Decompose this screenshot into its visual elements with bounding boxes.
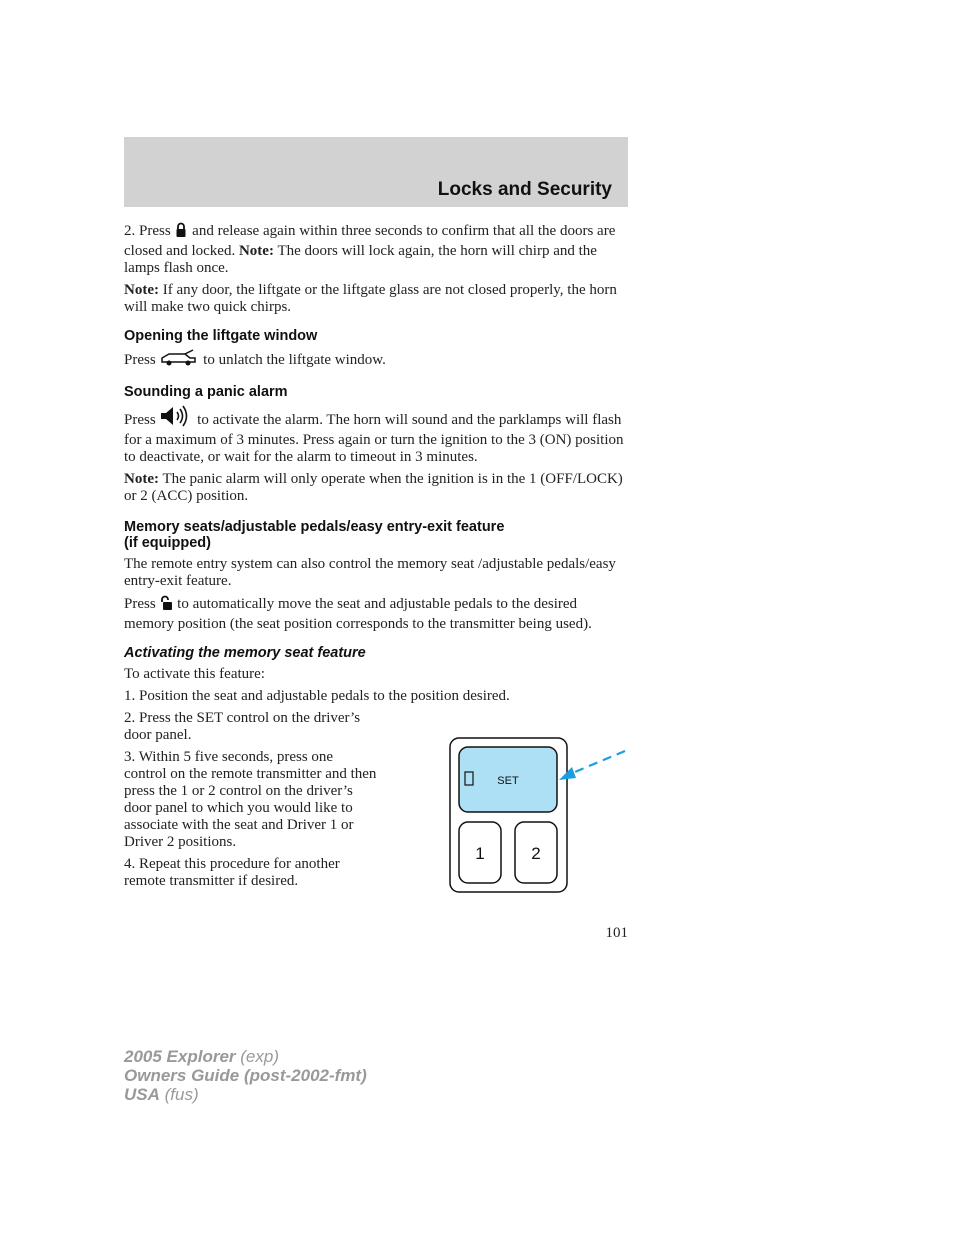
paragraph-panic: Press to activate the alarm. The horn will sound and the parklamps will flash for a maximum of 3 minutes. Press again or turn the ignition to the 3 (ON) position to deactivate, or wait for the alarm to timeout in 3 minutes.: [124, 405, 628, 466]
unlock-icon: [159, 595, 173, 616]
paragraph-step2: 2. Press and release again within three seconds to confirm that all the doors are closed and locked. Note: The doors will lock again, the horn will chirp and the lamps flash once.: [124, 223, 616, 276]
heading-activating: Activating the memory seat feature: [124, 645, 366, 661]
set-label: SET: [497, 775, 519, 787]
footer-line-1: 2005 Explorer (exp): [124, 1047, 279, 1066]
memory-button-1-label: 1: [475, 844, 485, 863]
paragraph-step1: 1. Position the seat and adjustable pedals to the position desired.: [124, 688, 510, 704]
paragraph-step4: 4. Repeat this procedure for another remote transmitter if desired.: [124, 856, 340, 889]
footer: [124, 1047, 367, 1104]
header-band: [124, 137, 628, 207]
paragraph-step3: 3. Within 5 five seconds, press one control on the remote transmitter and then press the 1 or 2 control on the driver’s door panel to which you would like to associate with the seat and Driver 1 or Driver 2 positions.: [124, 749, 377, 850]
lock-icon: [174, 222, 188, 243]
heading-memory: Memory seats/adjustable pedals/easy entry-exit feature (if equipped): [124, 519, 505, 551]
liftgate-icon: [159, 349, 199, 372]
footer-line-3: USA (fus): [124, 1085, 199, 1104]
paragraph-panic-note: Note: The panic alarm will only operate when the ignition is in the 1 (OFF/LOCK) or 2 (ACC) position.: [124, 471, 623, 504]
memory-button-2-label: 2: [531, 844, 541, 863]
page-number: 101: [605, 925, 628, 941]
footer-line-2: Owners Guide (post-2002-fmt): [124, 1066, 367, 1085]
heading-liftgate: Opening the liftgate window: [124, 328, 318, 344]
heading-panic: Sounding a panic alarm: [124, 384, 288, 400]
paragraph-liftgate: Press to unlatch the liftgate window.: [124, 349, 628, 372]
paragraph-memory-press: Press to automatically move the seat and adjustable pedals to the desired memory position (the seat position corresponds to the transmitter being used).: [124, 596, 592, 632]
paragraph-note-chirps: Note: If any door, the liftgate or the liftgate glass are not closed properly, the horn will make two quick chirps.: [124, 282, 617, 315]
pointer-arrow-line: [570, 751, 625, 774]
door-panel-diagram: [448, 736, 628, 896]
paragraph-memory-intro: The remote entry system can also control the memory seat /adjustable pedals/easy entry-exit feature.: [124, 556, 616, 589]
paragraph-to-activate: To activate this feature:: [124, 666, 265, 682]
paragraph-step2-set: 2. Press the SET control on the driver’s door panel.: [124, 710, 361, 743]
panic-alarm-icon: [159, 405, 193, 432]
section-title: Locks and Security: [437, 179, 612, 200]
